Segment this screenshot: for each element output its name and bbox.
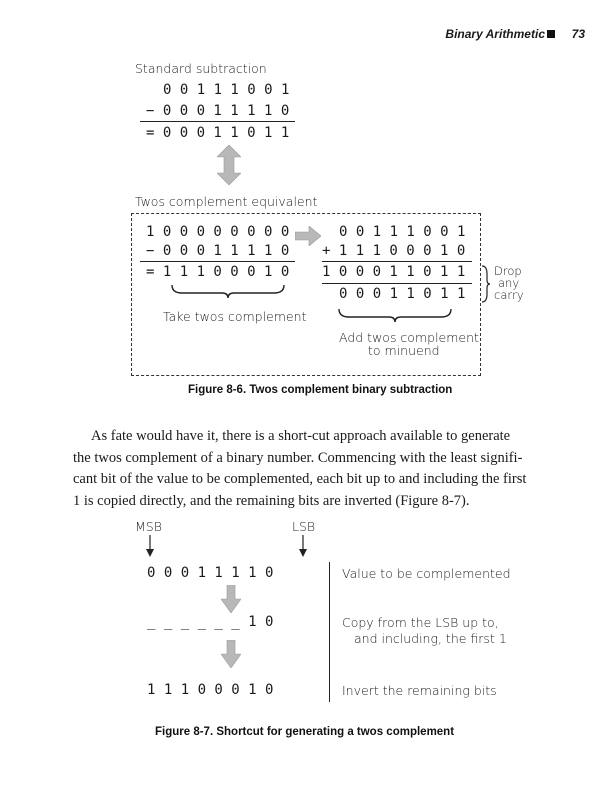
left-top-value: 1 0 0 0 0 0 0 0 0 (146, 224, 290, 240)
lsb-arrow-icon (298, 535, 308, 557)
any-label: any (498, 276, 520, 290)
lsb-label: LSB (292, 519, 316, 534)
right-addend: + 1 1 1 0 0 0 1 0 (322, 243, 466, 259)
left-result: = 1 1 1 0 0 0 1 0 (146, 264, 290, 280)
drop-label: Drop (494, 264, 522, 278)
drop-carry-brace-icon (480, 264, 490, 304)
row1-bits: 0 0 0 1 1 1 1 0 (147, 565, 274, 581)
standard-subtraction-label: Standard subtraction (135, 61, 267, 76)
left-brace-icon (170, 283, 286, 299)
standard-result: = 0 0 0 1 1 0 1 1 (146, 125, 290, 141)
row2-description-1: Copy from the LSB up to, (342, 615, 499, 630)
right-brace-label-1: Add twos complement (339, 330, 479, 345)
body-paragraph (73, 426, 545, 512)
double-arrow-icon (217, 145, 241, 185)
row2-bits: _ _ _ _ _ _ 1 0 (147, 614, 274, 630)
msb-label: MSB (135, 519, 162, 534)
paragraph-line-3: cant bit of the value to be complemented, each bit up to and including the first (73, 471, 527, 487)
row3-bits: 1 1 1 0 0 0 1 0 (147, 682, 274, 698)
standard-subtrahend: − 0 0 0 1 1 1 1 0 (146, 103, 290, 119)
running-title: Binary Arithmetic (445, 27, 545, 41)
right-brace-icon (337, 307, 453, 323)
down-arrow-icon-1 (221, 585, 241, 613)
row1-description: Value to be complemented (342, 566, 511, 581)
right-arrow-icon (295, 226, 321, 246)
down-arrow-icon-2 (221, 640, 241, 668)
row2-description-2: and including, the first 1 (354, 631, 507, 646)
standard-rule (140, 121, 295, 122)
twos-complement-equivalent-label: Twos complement equivalent (135, 194, 318, 209)
header-square-icon (547, 30, 555, 38)
figure-8-6-caption: Figure 8-6. Twos complement binary subtraction (188, 384, 453, 396)
right-top-value: 0 0 1 1 1 0 0 1 (339, 224, 466, 240)
right-rule-2 (322, 283, 472, 284)
paragraph-line-4: 1 is copied directly, and the remaining bits are inverted (Figure 8-7). (73, 492, 470, 509)
right-final: 0 0 0 1 1 0 1 1 (339, 286, 466, 302)
left-rule (140, 261, 295, 262)
right-brace-label-2: to minuend (368, 343, 440, 358)
row3-description: Invert the remaining bits (342, 683, 497, 698)
msb-arrow-icon (145, 535, 155, 557)
left-brace-label: Take twos complement (163, 309, 307, 324)
left-subtrahend: − 0 0 0 1 1 1 1 0 (146, 243, 290, 259)
figure-8-7-caption: Figure 8-7. Shortcut for generating a twos complement (155, 726, 455, 738)
right-rule (322, 261, 472, 262)
paragraph-line-2: the twos complement of a binary number. Commencing with the least signifi- (73, 449, 523, 466)
page-number: 73 (571, 27, 585, 41)
figure-8-7-divider (329, 562, 330, 702)
carry-label: carry (494, 288, 524, 302)
standard-minuend: 0 0 1 1 1 0 0 1 (163, 82, 290, 98)
paragraph-line-1: As fate would have it, there is a short-cut approach available to generate (91, 428, 511, 444)
right-sum: 1 0 0 0 1 1 0 1 1 (322, 264, 466, 280)
